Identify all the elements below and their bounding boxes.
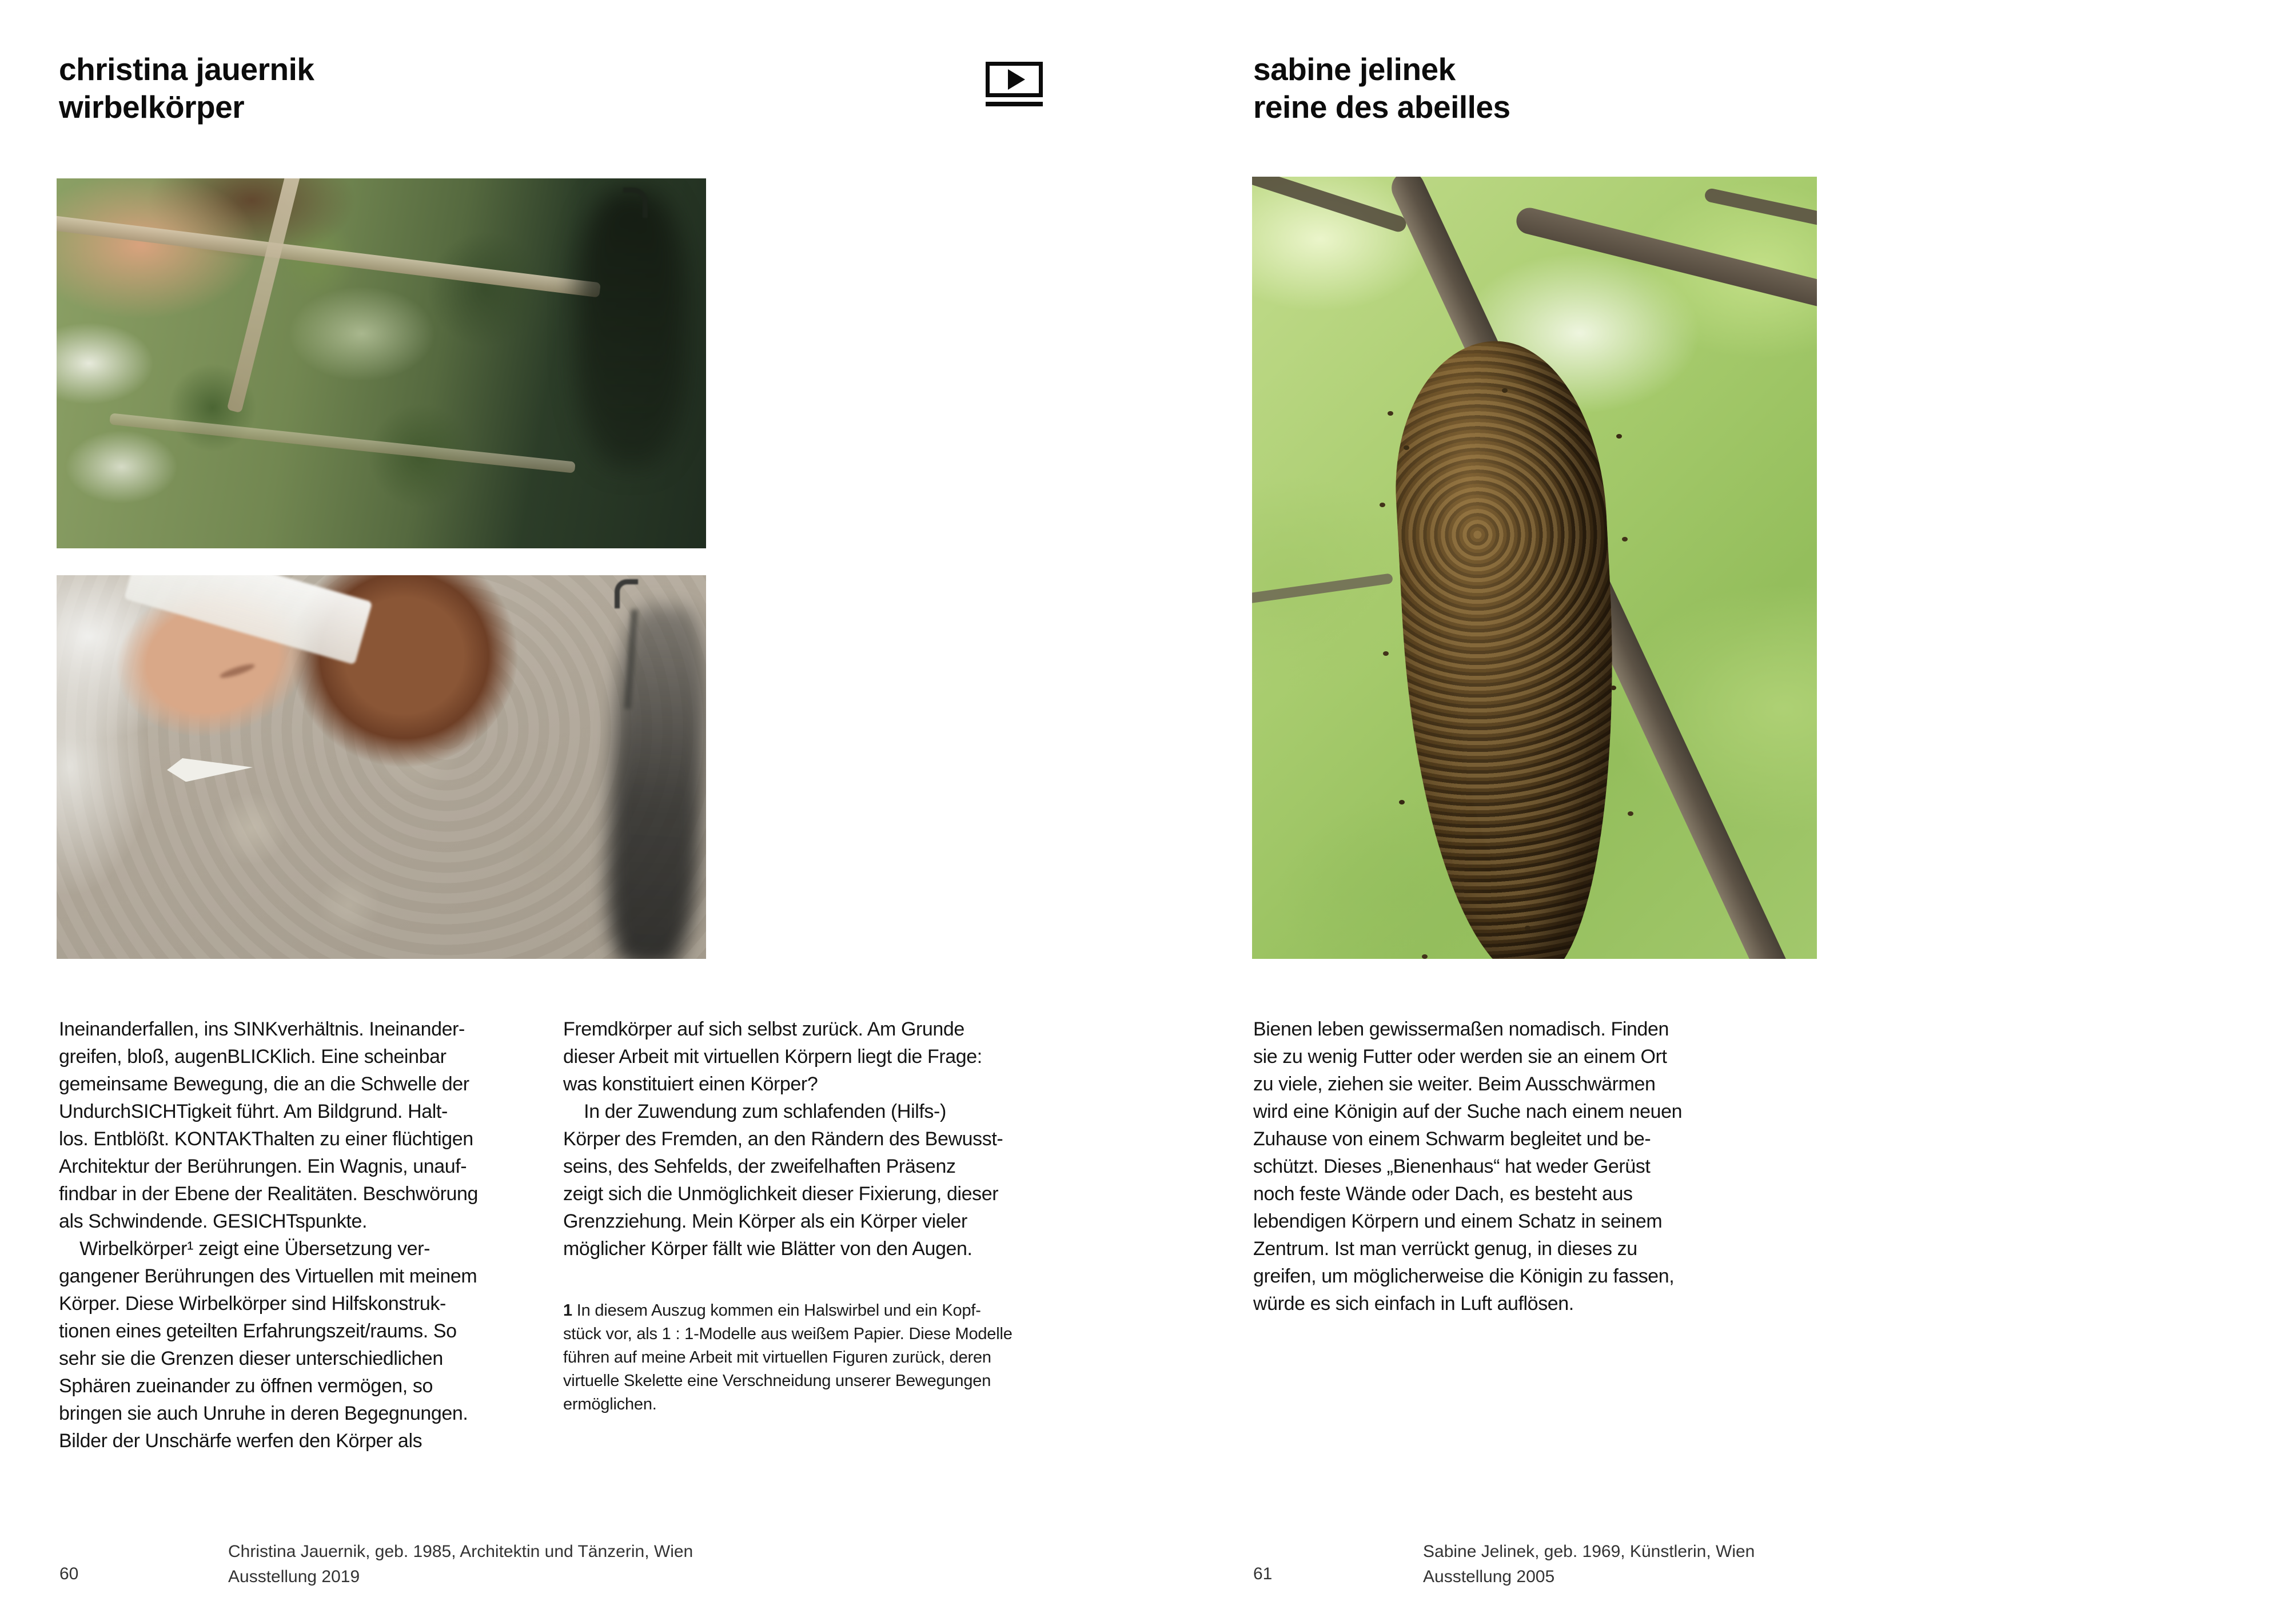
umbrella-silhouette <box>576 189 687 467</box>
artist-name-right: sabine jelinek <box>1253 51 1456 87</box>
text-line: Sabine Jelinek, geb. 1969, Künstlerin, Wien <box>1423 1542 1755 1561</box>
video-frame-icon <box>986 62 1043 97</box>
text-line: stück vor, als 1 : 1-Modelle aus weißem Papier. Diese Modelle <box>563 1325 1013 1343</box>
text-line: Sphären zueinander zu öffnen vermögen, so <box>59 1375 433 1397</box>
text-line: sie zu wenig Futter oder werden sie an einem Ort <box>1253 1046 1667 1068</box>
text-line: Zentrum. Ist man verrückt genug, in dieses zu <box>1253 1238 1637 1260</box>
text-line: Ineinanderfallen, ins SINKverhältnis. Ineinander- <box>59 1018 465 1040</box>
text-line: Wirbelkörper¹ zeigt eine Übersetzung ver- <box>59 1238 431 1260</box>
trellis-beam <box>57 214 601 297</box>
twig <box>1252 573 1393 604</box>
text-line: Grenzziehung. Mein Körper als ein Körper vieler <box>563 1210 967 1232</box>
text-line: führen auf meine Arbeit mit virtuellen Figuren zurück, deren <box>563 1348 991 1367</box>
text-line: wird eine Königin auf der Suche nach einem neuen <box>1253 1101 1683 1122</box>
left-text-column-2 <box>563 1015 1003 1262</box>
text-line: Christina Jauernik, geb. 1985, Architektin und Tänzerin, Wien <box>228 1542 693 1561</box>
text-line: 1 In diesem Auszug kommen ein Halswirbel und ein Kopf- <box>563 1301 981 1320</box>
text-line: virtuelle Skelette eine Verschneidung unserer Bewegungen <box>563 1372 991 1390</box>
right-page-title <box>1253 50 1510 126</box>
text-line: Architektur der Berührungen. Ein Wagnis, unauf- <box>59 1156 467 1177</box>
text-line: gangener Berührungen des Virtuellen mit meinem <box>59 1265 477 1287</box>
text-line: dieser Arbeit mit virtuellen Körpern liegt die Frage: <box>563 1046 982 1068</box>
text-line: was konstituiert einen Körper? <box>563 1073 818 1095</box>
page-number-left: 60 <box>59 1564 79 1583</box>
work-title-right: reine des abeilles <box>1253 89 1510 125</box>
left-page-title <box>59 50 314 126</box>
umbrella-hook <box>615 579 638 608</box>
text-line: sehr sie die Grenzen dieser unterschiedlichen <box>59 1348 443 1369</box>
artwork-photo-garden-double-exposure <box>57 178 706 548</box>
text-line: würde es sich einfach in Luft auflösen. <box>1253 1293 1574 1315</box>
text-line: bringen sie auch Unruhe in deren Begegnungen. <box>59 1403 468 1424</box>
text-line: seins, des Sehfelds, der zweifelhaften Präsenz <box>563 1156 956 1177</box>
twig <box>1252 177 1409 234</box>
right-text-column <box>1253 1015 1682 1317</box>
page-number-right: 61 <box>1253 1564 1273 1583</box>
text-line: findbar in der Ebene der Realitäten. Beschwörung <box>59 1183 479 1205</box>
credit-right <box>1423 1539 1755 1590</box>
bee-swarm-cluster <box>1388 336 1631 959</box>
credit-left <box>228 1539 693 1590</box>
scattered-bees <box>1388 411 1393 416</box>
text-line: greifen, um möglicherweise die Königin zu fassen, <box>1253 1265 1675 1287</box>
work-title-left: wirbelkörper <box>59 89 245 125</box>
video-play-icon <box>986 62 1043 106</box>
text-line: Bienen leben gewissermaßen nomadisch. Finden <box>1253 1018 1669 1040</box>
text-line: Zuhause von einem Schwarm begleitet und be- <box>1253 1128 1651 1150</box>
text-line: lebendigen Körpern und einem Schatz in seinem <box>1253 1210 1663 1232</box>
text-line: Fremdkörper auf sich selbst zurück. Am Grunde <box>563 1018 964 1040</box>
text-line: Körper des Fremden, an den Rändern des Bewusst- <box>563 1128 1003 1150</box>
text-line: möglicher Körper fällt wie Blätter von den Augen. <box>563 1238 972 1260</box>
umbrella-silhouette <box>603 604 706 959</box>
artist-name-left: christina jauernik <box>59 51 314 87</box>
text-line: greifen, bloß, augenBLICKlich. Eine scheinbar <box>59 1046 447 1068</box>
video-underline-bar <box>986 102 1043 106</box>
text-line: zu viele, ziehen sie weiter. Beim Ausschwärmen <box>1253 1073 1656 1095</box>
text-line: ermöglichen. <box>563 1395 657 1413</box>
play-triangle-icon <box>1008 69 1025 90</box>
trellis-beam <box>109 413 576 473</box>
twig <box>1704 188 1817 227</box>
umbrella-hook <box>623 188 648 218</box>
text-line: noch feste Wände oder Dach, es besteht aus <box>1253 1183 1633 1205</box>
text-line: gemeinsame Bewegung, die an die Schwelle der <box>59 1073 469 1095</box>
trellis-beam <box>227 178 304 413</box>
text-line: zeigt sich die Unmöglichkeit dieser Fixierung, dieser <box>563 1183 999 1205</box>
text-line: Bilder der Unschärfe werfen den Körper als <box>59 1430 422 1452</box>
text-line: tionen eines geteilten Erfahrungszeit/raums. So <box>59 1320 457 1342</box>
white-paper-shard <box>167 755 253 782</box>
text-line: UndurchSICHTigkeit führt. Am Bildgrund. Halt- <box>59 1101 448 1122</box>
text-line: schützt. Dieses „Bienenhaus“ hat weder Gerüst <box>1253 1156 1651 1177</box>
text-line: los. Entblößt. KONTAKThalten zu einer flüchtigen <box>59 1128 473 1150</box>
text-line: Ausstellung 2005 <box>1423 1567 1555 1586</box>
artwork-photo-bee-swarm <box>1252 177 1817 959</box>
tree-branch <box>1514 205 1817 316</box>
footnote <box>563 1299 1013 1416</box>
text-line: als Schwindende. GESICHTspunkte. <box>59 1210 368 1232</box>
text-line: In der Zuwendung zum schlafenden (Hilfs-) <box>563 1101 946 1122</box>
left-text-column-1 <box>59 1015 478 1455</box>
artwork-photo-sleeping-figure <box>57 575 706 959</box>
text-line: Körper. Diese Wirbelkörper sind Hilfskonstruk- <box>59 1293 446 1315</box>
text-line: Ausstellung 2019 <box>228 1567 360 1586</box>
